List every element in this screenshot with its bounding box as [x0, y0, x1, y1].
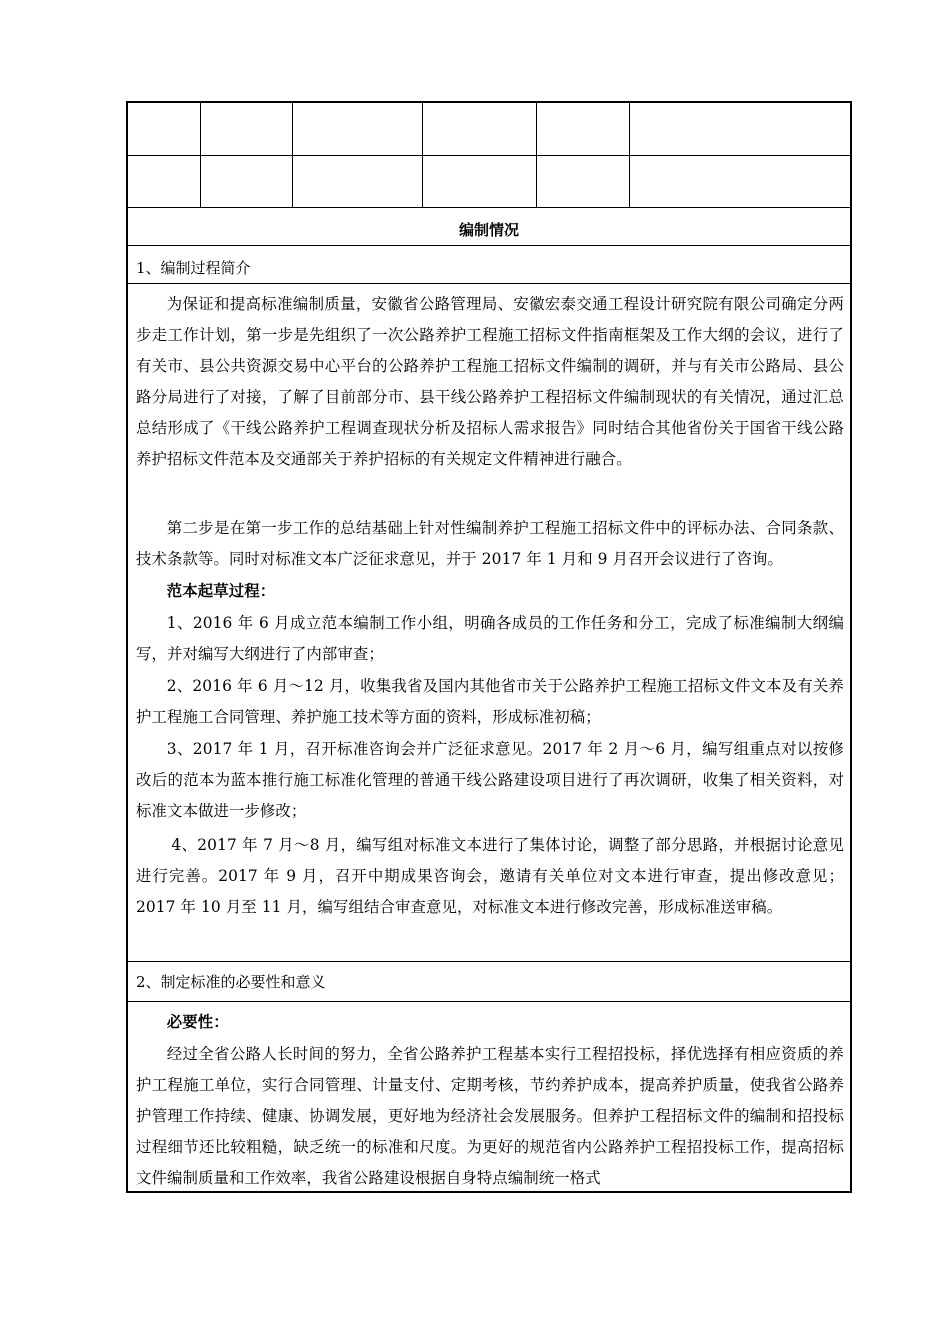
- draft-step-2: 2、2016 年 6 月～12 月，收集我省及国内其他省市关于公路养护工程施工招标文件文本及有关养护工程施工合同管理、养护施工技术等方面的资料，形成标准初稿；: [136, 677, 844, 726]
- document-table: [126, 101, 852, 1193]
- table-row-divider: [128, 207, 850, 208]
- necessity-heading: 必要性：: [166, 1013, 229, 1031]
- table-row-divider: [128, 283, 850, 284]
- table-row-divider: [128, 155, 850, 156]
- table-row-divider: [128, 245, 850, 246]
- draft-step-1: 1、2016 年 6 月成立范本编制工作小组，明确各成员的工作任务和分工，完成了标准编制大纲编写，并对编写大纲进行了内部审查；: [136, 614, 844, 663]
- section2-heading: 2、制定标准的必要性和意义: [136, 973, 326, 991]
- table-row-divider: [128, 1001, 850, 1002]
- table-col-divider: [422, 103, 423, 207]
- draft-step-3: 3、2017 年 1 月，召开标准咨询会并广泛征求意见。2017 年 2 月～6 月，编写组重点对以按修改后的范本为蓝本推行施工标准化管理的普通干线公路建设项目进行了再次调研，收集了相关资料，对标准文本做进一步修改；: [136, 740, 844, 820]
- section2-paragraph: 经过全省公路人长时间的努力，全省公路养护工程基本实行工程招投标，择优选择有相应资质的养护工程施工单位，实行合同管理、计量支付、定期考核，节约养护成本，提高养护质量，使我省公路养护管理工作持续、健康、协调发展，更好地为经济社会发展服务。但养护工程招标文件的编制和招投标过程细节还比较粗糙，缺乏统一的标准和尺度。为更好的规范省内公路养护工程招投标工作，提高招标文件编制质量和工作效率，我省公路建设根据自身特点编制统一格式: [136, 1045, 844, 1187]
- draft-step-4: 4、2017 年 7 月～8 月，编写组对标准文本进行了集体讨论，调整了部分思路，并根据讨论意见进行完善。2017 年 9 月，召开中期成果咨询会，邀请有关单位对文本进行审查，提出修改意见；2017 年 10 月至 11 月，编写组结合审查意见，对标准文本进行修改完善，形成标准送审稿。: [136, 836, 844, 916]
- table-col-divider: [536, 103, 537, 207]
- draft-process-heading: 范本起草过程：: [166, 582, 276, 600]
- section1-heading: 1、编制过程简介: [136, 259, 251, 277]
- table-col-divider: [200, 103, 201, 207]
- section-title: 编制情况: [458, 221, 519, 239]
- table-col-divider: [629, 103, 630, 207]
- table-row-divider: [128, 961, 850, 962]
- section1-paragraph-2: 第二步是在第一步工作的总结基础上针对性编制养护工程施工招标文件中的评标办法、合同条款、技术条款等。同时对标准文本广泛征求意见，并于 2017 年 1 月和 9 月召开会议进行了咨询。: [136, 519, 844, 568]
- table-col-divider: [292, 103, 293, 207]
- section1-paragraph-1: 为保证和提高标准编制质量，安徽省公路管理局、安徽宏泰交通工程设计研究院有限公司确定分两步走工作计划，第一步是先组织了一次公路养护工程施工招标文件指南框架及工作大纲的会议，进行了有关市、县公共资源交易中心平台的公路养护工程施工招标文件编制的调研，并与有关市公路局、县公路分局进行了对接，了解了目前部分市、县干线公路养护工程招标文件编制现状的有关情况，通过汇总总结形成了《干线公路养护工程调查现状分析及招标人需求报告》同时结合其他省份关于国省干线公路养护招标文件范本及交通部关于养护招标的有关规定文件精神进行融合。: [136, 295, 844, 468]
